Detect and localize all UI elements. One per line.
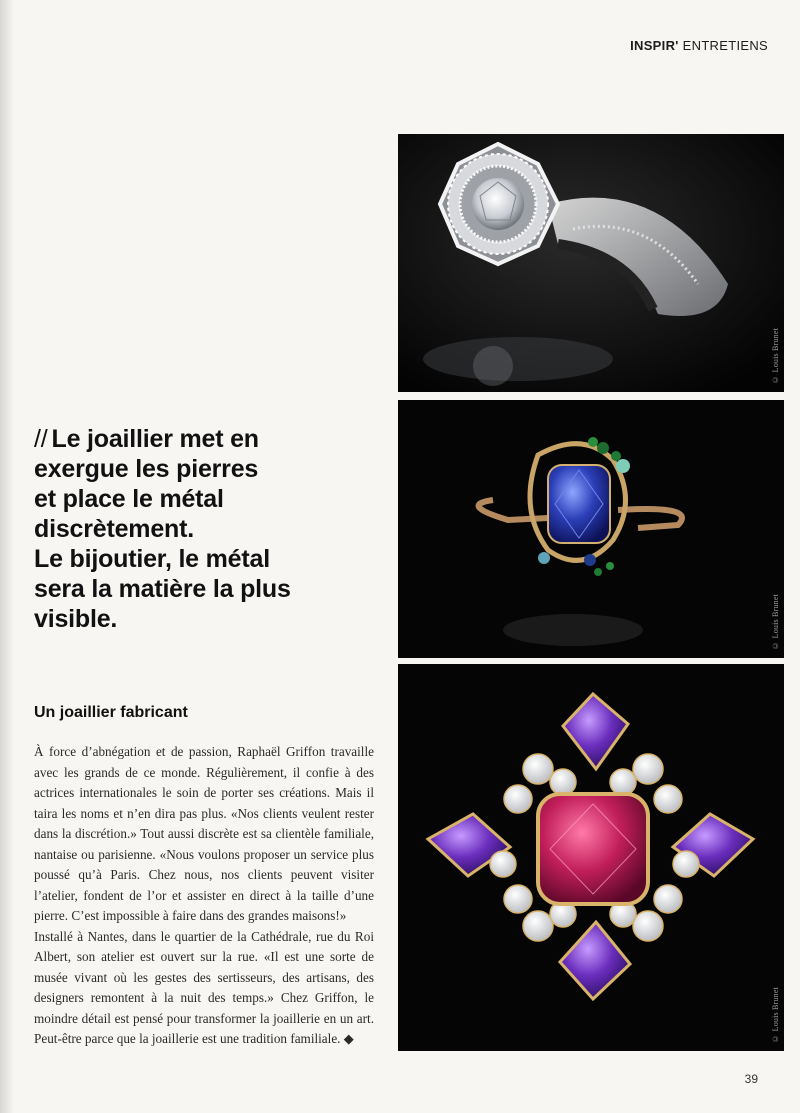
pull-quote-line: et place le métal bbox=[34, 485, 224, 513]
body-paragraph: À force d’abnégation et de passion, Raphaël Griffon travaille avec les grands de ce monde. Régulièrement, il confie à des actrices internationales le soin de porter ses créations. Mais il taira les noms et n’en dira pas plus. «Nos clients veulent rester dans la discrétion.» Tout aussi discrète est sa clientèle familiale, nantaise ou parisienne. «Nous voulons proposer un service plus poussé qu’à Paris. Chez nous, nos clients peuvent visiter l’atelier, fondent de l’or et assister en direct à la taille d’une pierre. C’est impossible à faire dans des grandes maisons!» bbox=[34, 744, 374, 923]
photo-sapphire-ring bbox=[398, 400, 784, 658]
header-subsection: ENTRETIENS bbox=[682, 38, 768, 53]
end-mark: ◆ bbox=[343, 1031, 354, 1046]
photo-diamond-ring bbox=[398, 134, 784, 392]
running-header bbox=[630, 38, 768, 53]
pull-quote-line: Le joaillier met en bbox=[51, 425, 259, 453]
amethyst-jewel-illustration bbox=[398, 664, 784, 1051]
sapphire-ring-illustration bbox=[398, 400, 784, 658]
pull-quote-mark: // bbox=[34, 425, 48, 453]
pull-quote-line: visible. bbox=[34, 605, 118, 633]
pull-quote-line: discrètement. bbox=[34, 515, 194, 543]
diamond-ring-illustration bbox=[398, 134, 784, 392]
photo-credit: © Louis Brunet bbox=[771, 328, 780, 384]
pull-quote-line: exergue les pierres bbox=[34, 455, 259, 483]
page-number: 39 bbox=[744, 1072, 758, 1086]
article-body bbox=[34, 742, 374, 1050]
photo-credit: © Louis Brunet bbox=[771, 987, 780, 1043]
page-gutter-shadow bbox=[0, 0, 14, 1113]
pull-quote-line: sera la matière la plus bbox=[34, 575, 291, 603]
photo-amethyst-jewel bbox=[398, 664, 784, 1051]
article-subhead: Un joaillier fabricant bbox=[34, 704, 188, 721]
body-paragraph-text: Installé à Nantes, dans le quartier de la Cathédrale, rue du Roi Albert, son atelier est ouvert sur la rue. «Il est une sorte de musée vivant où les gestes des sertisseurs, des artisans, des designers remontent à la nuit des temps.» Chez Griffon, le moindre détail est pensé pour transformer la joaillerie en un art. Peut-être parce que la joaillerie est une tradition familiale. bbox=[34, 928, 374, 1046]
pull-quote bbox=[34, 424, 384, 634]
photo-credit: © Louis Brunet bbox=[771, 594, 780, 650]
header-section: INSPIR' bbox=[630, 38, 679, 53]
pull-quote-line: Le bijoutier, le métal bbox=[34, 545, 270, 573]
body-paragraph bbox=[34, 927, 374, 1050]
